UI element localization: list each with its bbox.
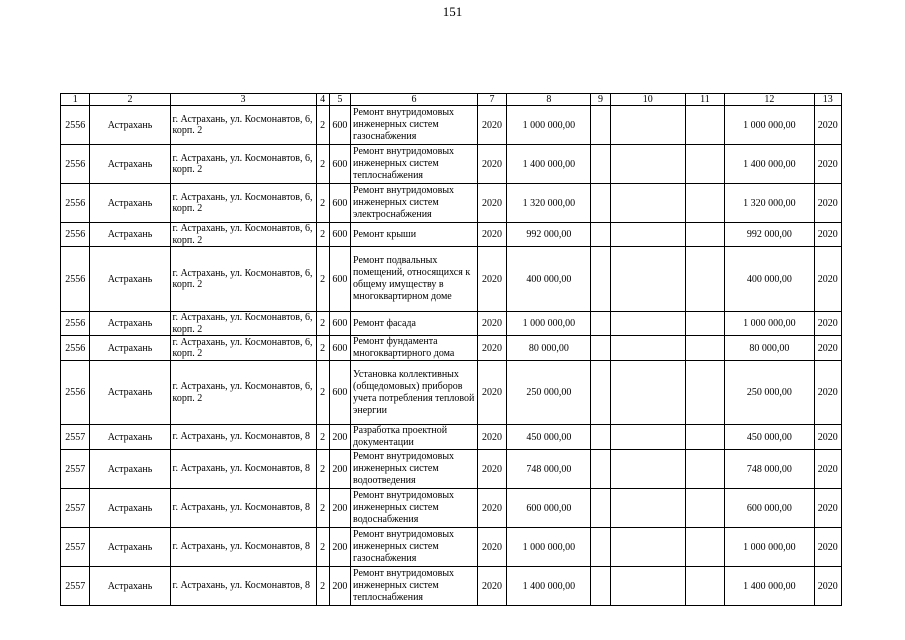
col-header: 12 (725, 94, 814, 106)
cell-total: 250 000,00 (725, 361, 814, 425)
cell-year: 2020 (477, 528, 506, 567)
cell-c10 (610, 567, 685, 606)
cell-work: Ремонт внутридомовых инженерных систем электроснабжения (351, 184, 478, 223)
table-row (61, 145, 842, 184)
cell-city: Астрахань (90, 450, 170, 489)
table-row (61, 106, 842, 145)
cell-address: г. Астрахань, ул. Космонавтов, 6, корп. 2 (170, 361, 316, 425)
cell-end-year: 2020 (814, 489, 841, 528)
cell-amount: 1 000 000,00 (507, 528, 591, 567)
cell-address: г. Астрахань, ул. Космонавтов, 8 (170, 567, 316, 606)
cell-amount: 250 000,00 (507, 361, 591, 425)
cell-c5: 200 (329, 425, 350, 450)
cell-end-year: 2020 (814, 145, 841, 184)
cell-total: 1 320 000,00 (725, 184, 814, 223)
cell-amount: 992 000,00 (507, 223, 591, 247)
cell-work: Разработка проектной документации (351, 425, 478, 450)
cell-city: Астрахань (90, 223, 170, 247)
table-body (61, 106, 842, 606)
cell-c9 (591, 106, 610, 145)
cell-c10 (610, 336, 685, 361)
cell-city: Астрахань (90, 528, 170, 567)
cell-c10 (610, 106, 685, 145)
cell-c11 (685, 247, 725, 312)
cell-city: Астрахань (90, 106, 170, 145)
cell-id: 2556 (61, 223, 90, 247)
cell-c4: 2 (316, 184, 329, 223)
cell-c10 (610, 223, 685, 247)
cell-work: Ремонт внутридомовых инженерных систем газоснабжения (351, 528, 478, 567)
cell-c5: 600 (329, 145, 350, 184)
cell-amount: 1 400 000,00 (507, 567, 591, 606)
cell-c9 (591, 184, 610, 223)
cell-c5: 200 (329, 567, 350, 606)
cell-address: г. Астрахань, ул. Космонавтов, 8 (170, 489, 316, 528)
cell-amount: 748 000,00 (507, 450, 591, 489)
cell-c4: 2 (316, 312, 329, 336)
cell-address: г. Астрахань, ул. Космонавтов, 6, корп. 2 (170, 223, 316, 247)
cell-end-year: 2020 (814, 450, 841, 489)
cell-c9 (591, 528, 610, 567)
cell-address: г. Астрахань, ул. Космонавтов, 8 (170, 425, 316, 450)
cell-c11 (685, 489, 725, 528)
cell-address: г. Астрахань, ул. Космонавтов, 6, корп. 2 (170, 336, 316, 361)
cell-id: 2557 (61, 425, 90, 450)
cell-c4: 2 (316, 567, 329, 606)
cell-c11 (685, 528, 725, 567)
table-row (61, 184, 842, 223)
cell-c4: 2 (316, 145, 329, 184)
cell-c11 (685, 145, 725, 184)
cell-address: г. Астрахань, ул. Космонавтов, 8 (170, 528, 316, 567)
cell-year: 2020 (477, 425, 506, 450)
cell-address: г. Астрахань, ул. Космонавтов, 6, корп. 2 (170, 106, 316, 145)
cell-total: 1 400 000,00 (725, 567, 814, 606)
cell-c11 (685, 361, 725, 425)
cell-work: Ремонт фундамента многоквартирного дома (351, 336, 478, 361)
cell-c10 (610, 425, 685, 450)
cell-city: Астрахань (90, 184, 170, 223)
cell-id: 2557 (61, 450, 90, 489)
cell-address: г. Астрахань, ул. Космонавтов, 6, корп. 2 (170, 312, 316, 336)
cell-c11 (685, 425, 725, 450)
capital-repair-table (60, 93, 842, 606)
cell-c10 (610, 184, 685, 223)
cell-id: 2557 (61, 489, 90, 528)
cell-id: 2556 (61, 184, 90, 223)
cell-address: г. Астрахань, ул. Космонавтов, 6, корп. 2 (170, 184, 316, 223)
cell-work: Ремонт подвальных помещений, относящихся к общему имуществу в многоквартирном доме (351, 247, 478, 312)
cell-c4: 2 (316, 450, 329, 489)
cell-work: Ремонт внутридомовых инженерных систем теплоснабжения (351, 567, 478, 606)
cell-c4: 2 (316, 106, 329, 145)
cell-c9 (591, 425, 610, 450)
cell-c9 (591, 247, 610, 312)
cell-end-year: 2020 (814, 106, 841, 145)
cell-year: 2020 (477, 489, 506, 528)
cell-work: Ремонт внутридомовых инженерных систем газоснабжения (351, 106, 478, 145)
table-row (61, 223, 842, 247)
cell-work: Ремонт фасада (351, 312, 478, 336)
cell-amount: 1 000 000,00 (507, 106, 591, 145)
cell-total: 1 400 000,00 (725, 145, 814, 184)
col-header: 13 (814, 94, 841, 106)
cell-city: Астрахань (90, 425, 170, 450)
table-row (61, 312, 842, 336)
cell-c5: 200 (329, 528, 350, 567)
cell-amount: 400 000,00 (507, 247, 591, 312)
cell-c10 (610, 528, 685, 567)
cell-address: г. Астрахань, ул. Космонавтов, 6, корп. 2 (170, 145, 316, 184)
table-row (61, 450, 842, 489)
cell-id: 2556 (61, 145, 90, 184)
col-header: 11 (685, 94, 725, 106)
cell-total: 450 000,00 (725, 425, 814, 450)
col-header: 6 (351, 94, 478, 106)
cell-c4: 2 (316, 425, 329, 450)
cell-total: 1 000 000,00 (725, 528, 814, 567)
cell-id: 2557 (61, 567, 90, 606)
cell-amount: 1 400 000,00 (507, 145, 591, 184)
table-row (61, 489, 842, 528)
cell-year: 2020 (477, 184, 506, 223)
cell-c5: 600 (329, 336, 350, 361)
cell-total: 600 000,00 (725, 489, 814, 528)
cell-total: 80 000,00 (725, 336, 814, 361)
cell-c9 (591, 223, 610, 247)
cell-c9 (591, 336, 610, 361)
cell-c5: 600 (329, 106, 350, 145)
cell-c4: 2 (316, 361, 329, 425)
cell-c5: 600 (329, 223, 350, 247)
cell-end-year: 2020 (814, 184, 841, 223)
cell-address: г. Астрахань, ул. Космонавтов, 6, корп. 2 (170, 247, 316, 312)
col-header: 3 (170, 94, 316, 106)
cell-c5: 600 (329, 361, 350, 425)
cell-c4: 2 (316, 489, 329, 528)
cell-end-year: 2020 (814, 223, 841, 247)
table-row (61, 361, 842, 425)
cell-c5: 600 (329, 184, 350, 223)
table-row (61, 567, 842, 606)
cell-total: 400 000,00 (725, 247, 814, 312)
cell-c10 (610, 361, 685, 425)
cell-c10 (610, 247, 685, 312)
cell-amount: 600 000,00 (507, 489, 591, 528)
cell-city: Астрахань (90, 312, 170, 336)
cell-c11 (685, 184, 725, 223)
cell-id: 2556 (61, 312, 90, 336)
cell-c11 (685, 312, 725, 336)
col-header: 8 (507, 94, 591, 106)
cell-c5: 200 (329, 450, 350, 489)
cell-work: Ремонт крыши (351, 223, 478, 247)
cell-id: 2556 (61, 106, 90, 145)
col-header: 2 (90, 94, 170, 106)
cell-year: 2020 (477, 567, 506, 606)
header-row (61, 94, 842, 106)
cell-work: Ремонт внутридомовых инженерных систем водоотведения (351, 450, 478, 489)
cell-c10 (610, 450, 685, 489)
cell-end-year: 2020 (814, 312, 841, 336)
cell-city: Астрахань (90, 145, 170, 184)
cell-c9 (591, 312, 610, 336)
cell-work: Ремонт внутридомовых инженерных систем водоснабжения (351, 489, 478, 528)
cell-c5: 200 (329, 489, 350, 528)
cell-id: 2557 (61, 528, 90, 567)
cell-c4: 2 (316, 528, 329, 567)
cell-end-year: 2020 (814, 336, 841, 361)
cell-year: 2020 (477, 361, 506, 425)
cell-city: Астрахань (90, 567, 170, 606)
cell-total: 1 000 000,00 (725, 312, 814, 336)
cell-c9 (591, 145, 610, 184)
cell-c9 (591, 567, 610, 606)
cell-city: Астрахань (90, 247, 170, 312)
cell-year: 2020 (477, 106, 506, 145)
cell-c4: 2 (316, 247, 329, 312)
cell-year: 2020 (477, 145, 506, 184)
cell-id: 2556 (61, 336, 90, 361)
cell-end-year: 2020 (814, 425, 841, 450)
table-row (61, 247, 842, 312)
cell-address: г. Астрахань, ул. Космонавтов, 8 (170, 450, 316, 489)
cell-work: Ремонт внутридомовых инженерных систем теплоснабжения (351, 145, 478, 184)
cell-c4: 2 (316, 223, 329, 247)
cell-work: Установка коллективных (общедомовых) приборов учета потребления тепловой энергии (351, 361, 478, 425)
cell-city: Астрахань (90, 489, 170, 528)
page-number: 151 (442, 4, 463, 19)
cell-end-year: 2020 (814, 528, 841, 567)
cell-end-year: 2020 (814, 567, 841, 606)
cell-end-year: 2020 (814, 361, 841, 425)
table-row (61, 336, 842, 361)
cell-amount: 1 320 000,00 (507, 184, 591, 223)
col-header: 10 (610, 94, 685, 106)
cell-total: 1 000 000,00 (725, 106, 814, 145)
cell-id: 2556 (61, 247, 90, 312)
col-header: 1 (61, 94, 90, 106)
cell-c11 (685, 106, 725, 145)
cell-year: 2020 (477, 450, 506, 489)
col-header: 9 (591, 94, 610, 106)
cell-c9 (591, 489, 610, 528)
col-header: 7 (477, 94, 506, 106)
cell-c10 (610, 489, 685, 528)
cell-year: 2020 (477, 223, 506, 247)
cell-c9 (591, 450, 610, 489)
cell-year: 2020 (477, 312, 506, 336)
cell-c10 (610, 312, 685, 336)
cell-c5: 600 (329, 312, 350, 336)
col-header: 5 (329, 94, 350, 106)
cell-amount: 80 000,00 (507, 336, 591, 361)
cell-total: 748 000,00 (725, 450, 814, 489)
cell-c11 (685, 567, 725, 606)
cell-c10 (610, 145, 685, 184)
table-row (61, 425, 842, 450)
cell-id: 2556 (61, 361, 90, 425)
cell-c11 (685, 336, 725, 361)
table-row (61, 528, 842, 567)
cell-total: 992 000,00 (725, 223, 814, 247)
cell-amount: 1 000 000,00 (507, 312, 591, 336)
cell-city: Астрахань (90, 361, 170, 425)
cell-c11 (685, 223, 725, 247)
cell-year: 2020 (477, 247, 506, 312)
cell-year: 2020 (477, 336, 506, 361)
cell-c9 (591, 361, 610, 425)
cell-end-year: 2020 (814, 247, 841, 312)
cell-amount: 450 000,00 (507, 425, 591, 450)
cell-c11 (685, 450, 725, 489)
cell-c5: 600 (329, 247, 350, 312)
col-header: 4 (316, 94, 329, 106)
cell-c4: 2 (316, 336, 329, 361)
cell-city: Астрахань (90, 336, 170, 361)
